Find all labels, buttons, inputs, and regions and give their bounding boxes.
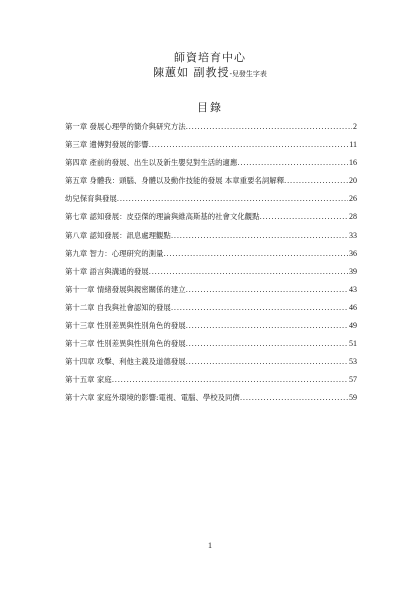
toc-leader-dots	[112, 375, 348, 384]
toc-leader-dots	[237, 158, 348, 167]
toc-entry[interactable]	[65, 193, 357, 211]
toc-title: 目錄	[197, 101, 223, 114]
toc-entry-title: 第十二章 自我與社會認知的發展	[65, 302, 171, 312]
toc-entry-page: 33	[349, 230, 357, 240]
document-header	[0, 51, 420, 81]
toc-entry-page: 16	[349, 158, 357, 168]
toc-entry-title: 第十六章 家庭外環境的影響:電視、電腦、學校及同儕	[65, 393, 240, 403]
toc-entry[interactable]	[65, 175, 357, 193]
table-of-contents	[65, 121, 357, 411]
toc-entry-title: 第一章 發展心理學的簡介與研究方法	[65, 122, 186, 131]
toc-leader-dots	[186, 339, 348, 348]
toc-leader-dots	[171, 303, 348, 312]
toc-entry[interactable]	[65, 230, 357, 248]
toc-entry[interactable]	[65, 338, 357, 356]
toc-leader-dots	[171, 231, 348, 240]
toc-leader-dots	[163, 249, 348, 258]
toc-leader-dots	[284, 176, 348, 185]
toc-leader-dots	[240, 393, 348, 402]
toc-entry-title: 第十四章 攻擊、利他主義及道德發展	[65, 357, 186, 367]
toc-entry-page: 11	[349, 140, 357, 150]
toc-entry-page: 26	[349, 194, 357, 204]
toc-leader-dots	[186, 285, 348, 294]
toc-entry[interactable]	[65, 302, 357, 320]
toc-entry-title: 第五章 身體我：頭腦、身體以及動作技能的發展 本章重要名詞解釋	[65, 176, 285, 186]
toc-entry-page: 49	[349, 321, 357, 331]
toc-entry-page: 28	[349, 212, 357, 222]
toc-entry-title: 幼兒保育與發展	[65, 194, 117, 204]
toc-entry-title: 第四章 產前的發展、出生以及新生嬰兒對生活的適應	[65, 158, 238, 168]
toc-entry[interactable]	[65, 157, 357, 175]
center-name: 師資培育中心	[174, 51, 246, 64]
author-name: 陳蕙如 副教授	[153, 66, 230, 79]
toc-entry-title: 第十三章 性別差異與性別角色的發展	[65, 321, 186, 331]
toc-entry-page: 59	[349, 393, 357, 403]
toc-entry[interactable]	[65, 374, 357, 392]
toc-entry[interactable]	[65, 284, 357, 302]
toc-entry-page: 36	[349, 248, 357, 258]
toc-entry[interactable]	[65, 121, 357, 139]
toc-entry-page: 39	[349, 266, 357, 276]
toc-entry[interactable]	[65, 211, 357, 229]
toc-leader-dots	[260, 212, 348, 221]
toc-leader-dots	[149, 140, 349, 149]
toc-entry-title: 第七章 認知發展：皮亞傑的理論與維高斯基的社會文化觀點	[65, 212, 260, 222]
page-number: 1	[208, 541, 212, 550]
toc-entry[interactable]	[65, 392, 357, 410]
toc-leader-dots	[149, 267, 348, 276]
toc-entry-page: 51	[349, 339, 357, 349]
toc-leader-dots	[186, 357, 348, 366]
toc-entry-page: 43	[349, 284, 357, 294]
toc-entry-title: 第十五章 家庭	[65, 375, 112, 385]
toc-entry-title: 第十三章 性別差異與性別角色的發展	[65, 339, 186, 349]
toc-entry-title: 第九章 智力：心理研究的測量	[65, 248, 164, 258]
author-note: -兒發生字表	[229, 70, 267, 78]
toc-entry[interactable]	[65, 266, 357, 284]
toc-entry-page: 20	[349, 176, 357, 186]
toc-entry-title: 第三章 遺傳對發展的影響	[65, 140, 149, 150]
toc-entry-page: 53	[349, 357, 357, 367]
toc-entry-page: 46	[349, 302, 357, 312]
toc-entry-page: 2	[353, 122, 357, 131]
toc-entry-page: 57	[349, 375, 357, 385]
toc-leader-dots	[117, 194, 348, 203]
toc-entry-title: 第八章 認知發展：訊息處理觀點	[65, 230, 171, 240]
toc-leader-dots	[186, 321, 348, 330]
toc-entry[interactable]	[65, 139, 357, 157]
toc-entry-title: 第十一章 情緒發展與親密關係的建立	[65, 284, 186, 294]
toc-entry[interactable]	[65, 248, 357, 266]
toc-entry[interactable]	[65, 320, 357, 338]
toc-entry[interactable]	[65, 356, 357, 374]
toc-leader-dots	[186, 122, 352, 131]
toc-entry-title: 第十章 語言與溝通的發展	[65, 266, 149, 276]
author-line	[0, 66, 420, 81]
